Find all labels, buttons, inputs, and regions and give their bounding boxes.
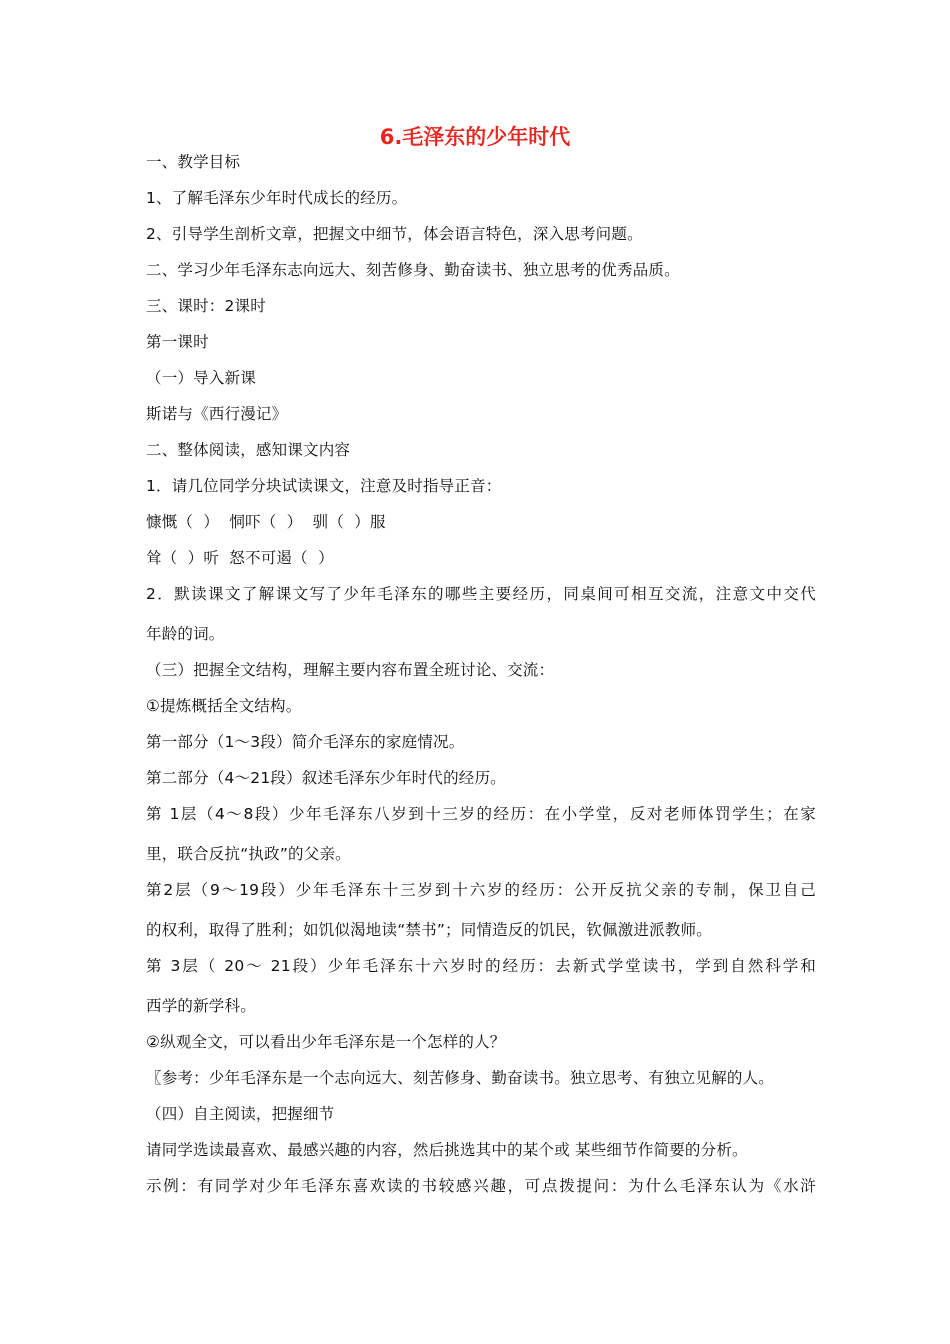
text-line: 二、学习少年毛泽东志向远大、刻苦修身、勤奋读书、独立思考的优秀品质。 (146, 261, 680, 279)
document-title: 6.毛泽东的少年时代 (379, 125, 571, 149)
text-line: ①提炼概括全文结构。 (146, 697, 302, 715)
text-line: 三、课时：2课时 (146, 297, 266, 315)
text-line: 年龄的词。 (146, 625, 225, 643)
text-line: 耸（ ）听 怒不可遏（ ） (146, 549, 334, 567)
text-line: 1．请几位同学分块试读课文，注意及时指导正音： (146, 477, 502, 495)
text-line: （一）导入新课 (146, 369, 256, 387)
text-line: （四）自主阅读，把握细节 (146, 1105, 335, 1123)
text-line: 第二部分（4～21段）叙述毛泽东少年时代的经历。 (146, 769, 506, 787)
text-line: 第一课时 (146, 333, 209, 351)
text-line: 第 3层（ 20～ 21段）少年毛泽东十六岁时的经历：去新式学堂读书，学到自然科学和 (146, 957, 816, 975)
text-line: 里，联合反抗“执政”的父亲。 (146, 845, 351, 863)
text-line: ②纵观全文，可以看出少年毛泽东是一个怎样的人？ (146, 1033, 506, 1051)
text-line: 第一部分（1～3段）简介毛泽东的家庭情况。 (146, 733, 465, 751)
text-line: 西学的新学科。 (146, 997, 256, 1015)
text-line: 〖参考：少年毛泽东是一个志向远大、刻苦修身、勤奋读书。独立思考、有独立见解的人。 (146, 1069, 775, 1087)
text-line: 第2层（9～19段）少年毛泽东十三岁到十六岁的经历：公开反抗父亲的专制，保卫自己 (146, 881, 816, 899)
text-line: 1、了解毛泽东少年时代成长的经历。 (146, 189, 408, 207)
text-line: 的权利，取得了胜利；如饥似渴地读“禁书”；同情造反的饥民，钦佩激进派教师。 (146, 921, 712, 939)
text-line: 请同学选读最喜欢、最感兴趣的内容，然后挑选其中的某个或 某些细节作简要的分析。 (146, 1141, 748, 1159)
text-line: （三）把握全文结构，理解主要内容布置全班讨论、交流： (146, 661, 555, 679)
text-line: 二、整体阅读，感知课文内容 (146, 441, 351, 459)
text-line: 斯诺与《西行漫记》 (146, 405, 288, 423)
text-line: 一、教学目标 (146, 153, 241, 171)
text-line: 2、引导学生剖析文章，把握文中细节，体会语言特色，深入思考问题。 (146, 225, 643, 243)
text-line: 第 1层（4～8段）少年毛泽东八岁到十三岁的经历：在小学堂，反对老师体罚学生；在家 (146, 805, 816, 823)
text-line: 示例：有同学对少年毛泽东喜欢读的书较感兴趣，可点拨提问：为什么毛泽东认为《水浒 (146, 1177, 816, 1195)
text-line: 慷慨（ ） 恫吓（ ） 驯（ ）服 (146, 513, 386, 531)
text-line: 2．默读课文了解课文写了少年毛泽东的哪些主要经历，同桌间可相互交流，注意文中交代 (146, 585, 816, 603)
